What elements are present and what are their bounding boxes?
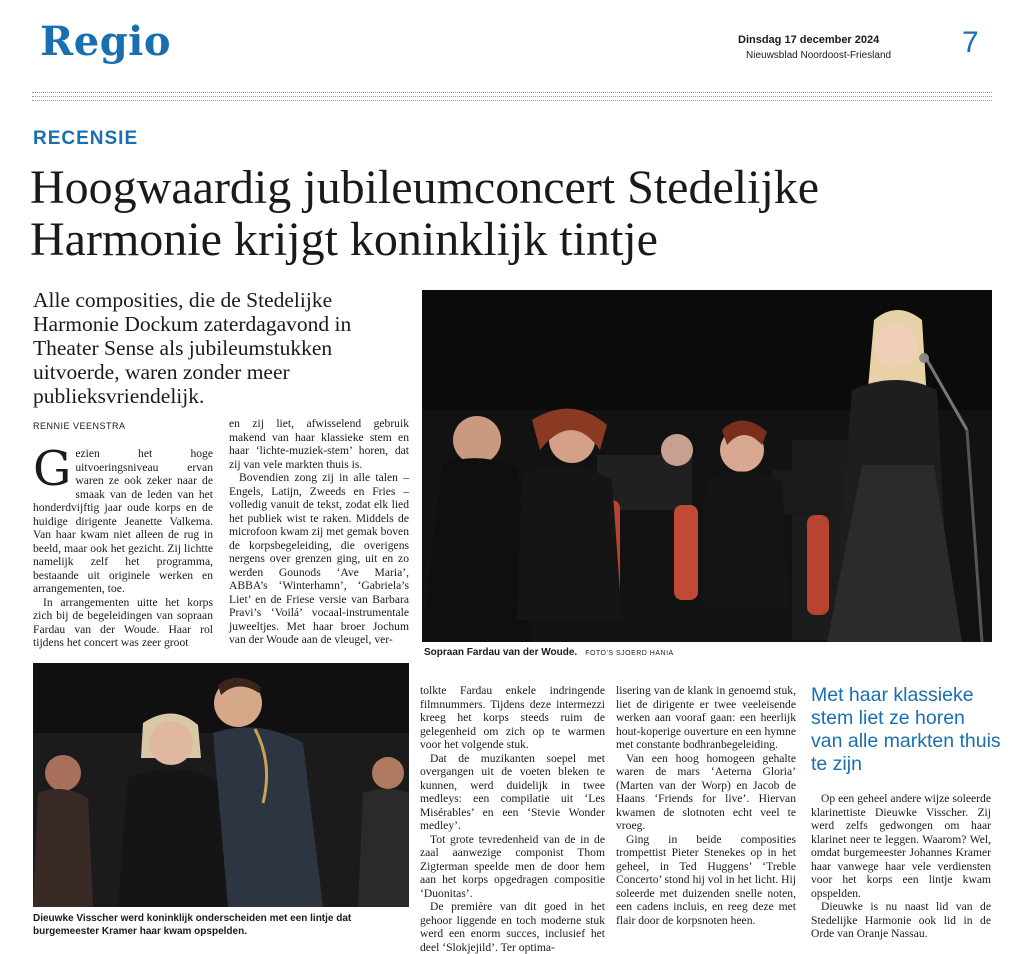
paragraph: en zij liet, afwisselend gebruik makend van haar klassieke stem en haar ‘lichte-muziek-stem’ horen, dat zij van vele markten thuis is. (229, 417, 409, 471)
header-divider-2 (32, 96, 992, 97)
paragraph: ezien het hoge uitvoeringsniveau ervan waren ze ook zeker naar de smaak van de leden van het honderdvijftig jaar oude korps en de huidige dirigente Jeanette Valkema. Van haar kwam niet alleen de rug in beeld, maar ook het gezicht. Zij lichtte namelijk zelf het programma, bestaande uit originele werken en arrangementen, toe. (33, 447, 213, 595)
paragraph: Dat de muzikanten soepel met overgangen uit de voeten bleken te kunnen, werd duidelijk in twee medleys: een compilatie uit ‘Les Misérables’ en een ‘Stevie Wonder medley’. (420, 751, 605, 832)
article-author: RENNIE VEENSTRA (33, 421, 126, 431)
paragraph: lisering van de klank in genoemd stuk, liet de dirigente er twee veeleisende werken aan vooraf gaan: een heerlijk hout-koperige ouverture en een hymne met constante bodhranbegeleiding. (616, 684, 796, 751)
photo-caption-second: Dieuwke Visscher werd koninklijk onderscheiden met een lintje dat burgemeester Kramer haar kwam opspelden. (33, 913, 352, 937)
article-headline: Hoogwaardig jubileumconcert Stedelijke Harmonie krijgt koninklijk tintje (30, 161, 820, 266)
article-column-1 (33, 441, 213, 650)
photo-soprano (422, 290, 992, 642)
paragraph: Dieuwke is nu naast lid van de Stedelijke Harmonie ook lid in de Orde van Oranje Nassau. (811, 900, 991, 940)
pull-quote: Met haar klassieke stem liet ze horen van alle markten thuis te zijn (811, 684, 1001, 775)
paragraph: Tot grote tevredenheid van de in de zaal aanwezige componist Thom Zigterman speelde men de door hem aan het korps opgedragen compositie ‘Duonitas’. (420, 832, 605, 900)
section-title: Regio (40, 18, 172, 65)
article-column-2 (229, 417, 409, 647)
paragraph: Bovendien zong zij in alle talen – Engels, Latijn, Zweeds en Fries – volledig vanuit de tekst, zodat elk lied het publiek wist te raken. Middels de microfoon kwam zij met gemak boven de korpsbegeleiding, die overigens nergens over grenzen ging, uit en zo werden Gounods ‘Ave Maria’, ABBA’s ‘Winterhamn’, ‘Gabriela’s Liet’ en de Friese versie van Barbara Pravi’s ‘Voilá’ vocaal-instrumentale juweeltjes. Met haar broer Jochum van der Woude aan de vleugel, ver- (229, 471, 409, 646)
photo-credit: FOTO'S SJOERD HANIA (585, 650, 674, 657)
newspaper-name: Nieuwsblad Noordoost-Friesland (746, 50, 892, 61)
paragraph: In arrangementen uitte het korps zich bij de begeleidingen van sopraan Fardau van der Woude. Haar rol tijdens het concert was zeer groot (33, 595, 213, 649)
article-intro: Alle composities, die de Stedelijke Harmonie Dockum zaterdagavond in Theater Sense als jubileumstukken uitvoerde, waren zonder meer publieksvriendelijk. (33, 288, 352, 408)
photo-caption-main (424, 646, 674, 660)
header-divider-3 (32, 100, 992, 101)
article-kicker: RECENSIE (33, 128, 139, 149)
photo-ribbon-ceremony (33, 663, 409, 907)
article-column-5 (811, 792, 991, 941)
page-number: 7 (962, 26, 979, 59)
issue-date: Dinsdag 17 december 2024 (738, 34, 880, 46)
header-divider (32, 92, 992, 93)
caption-text: Sopraan Fardau van der Woude. (424, 647, 578, 658)
paragraph: De première van dit goed in het gehoor liggende en toch moderne stuk werd een enorm succes, inclusief het deel ‘Slokjejild’. Ter optima- (420, 900, 605, 954)
article-column-3 (420, 684, 605, 954)
paragraph: Van een hoog homogeen gehalte waren de mars ‘Aeterna Gloria’ (Marten van der Worp) en Jacob de Haans ‘Friends for live’. Hiervan kwamen de slotnoten echt veel te vroeg. (616, 751, 796, 832)
drop-cap: G (33, 441, 72, 497)
article-column-4 (616, 684, 796, 927)
paragraph: Op een geheel andere wijze soleerde klarinettiste Dieuwke Visscher. Zij werd zelfs gedwongen om haar klarinet neer te leggen. Waarom? Wel, omdat burgemeester Johannes Kramer haar vanwege haar vele verdiensten voor het korps een lintje kwam opspelden. (811, 792, 991, 900)
paragraph: tolkte Fardau enkele indringende filmnummers. Tijdens deze intermezzi kreeg het korps steeds ruim de gelegenheid om zich op te warmen voor het volgende stuk. (420, 684, 605, 751)
paragraph: Ging in beide composities trompettist Pieter Stenekes op in het geheel, in Ted Huggens’ ‘Treble Concerto’ stond hij vol in het licht. Hij soleerde met duizenden snelle noten, een cadens incluis, en reeg deze met flair door de korpsnoten heen. (616, 832, 796, 927)
